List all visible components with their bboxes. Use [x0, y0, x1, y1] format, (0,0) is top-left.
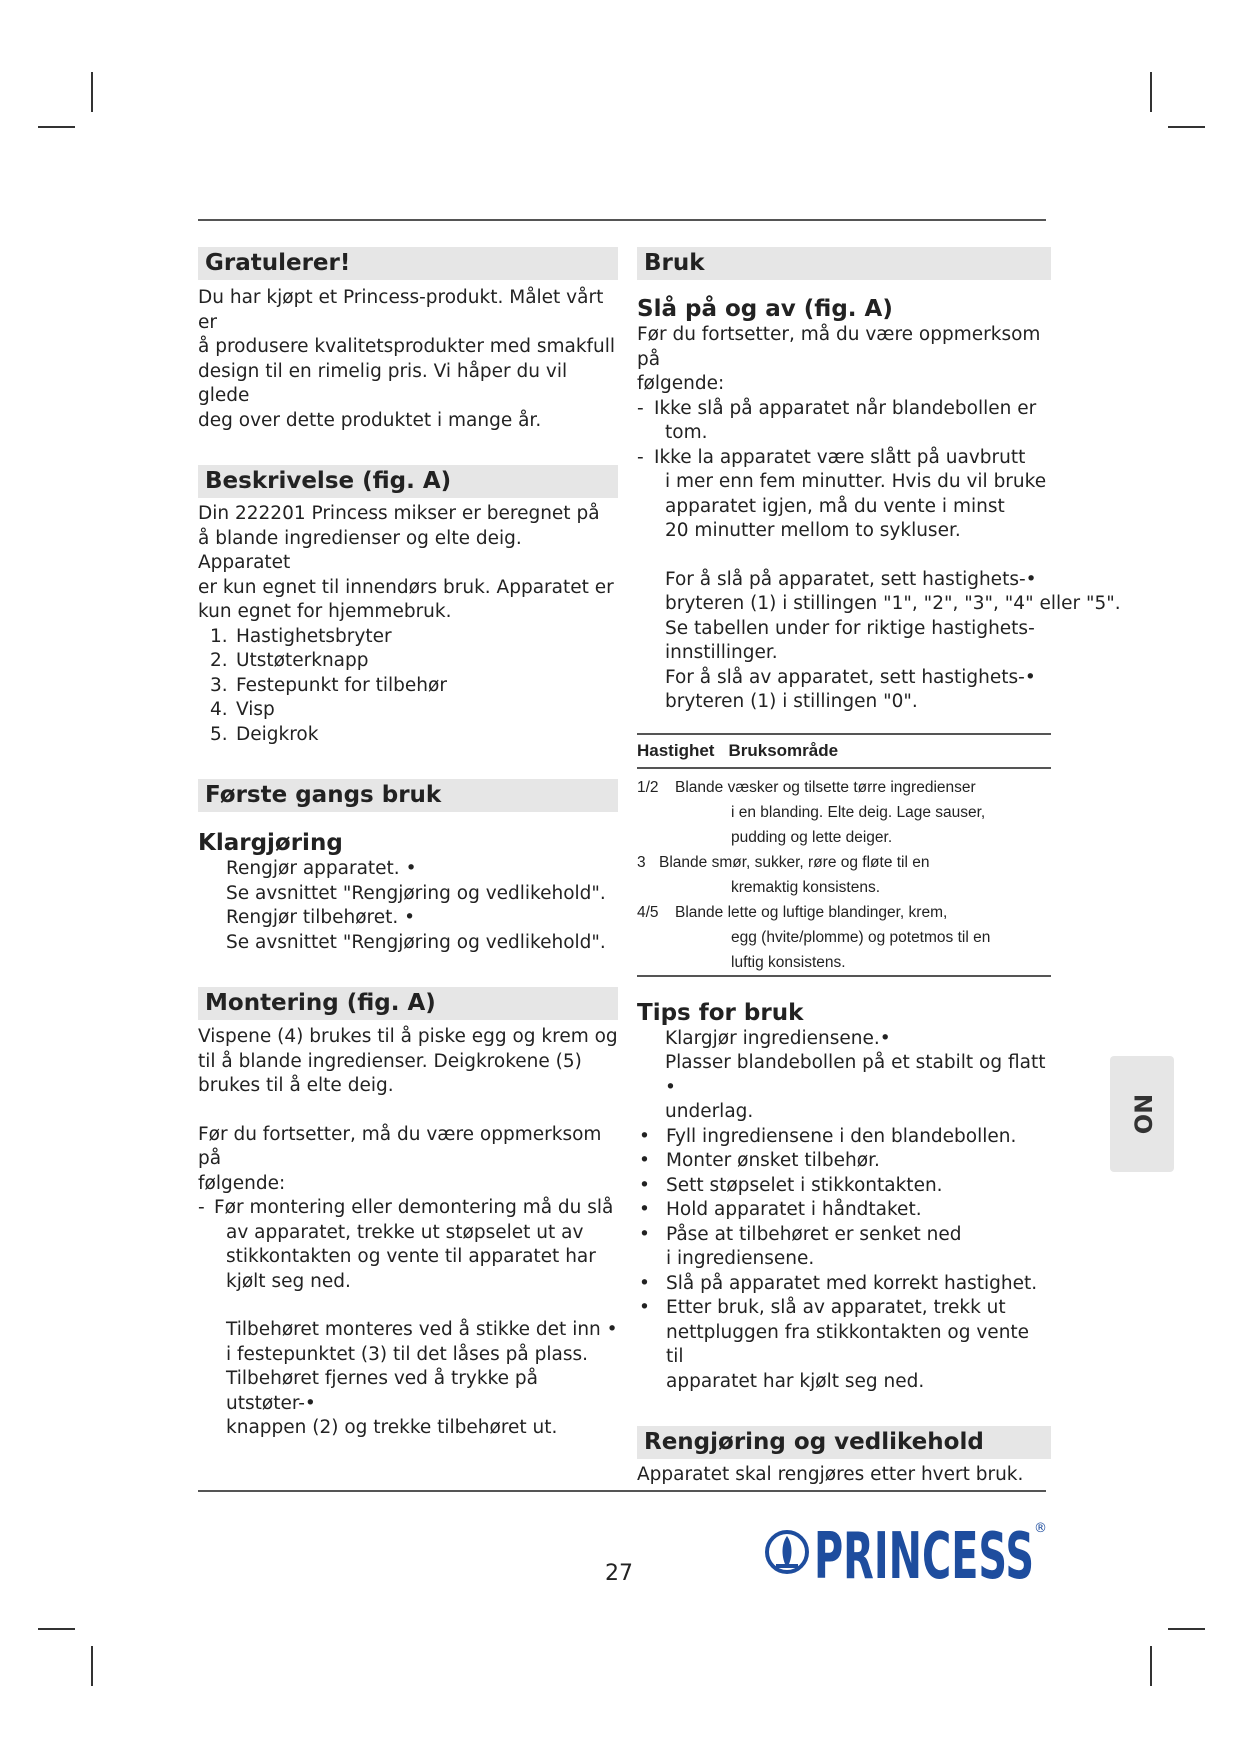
crop-mark	[1150, 72, 1152, 112]
text-line: Før du fortsetter, må du være oppmerksom på	[637, 324, 1041, 370]
text-line: innstillinger.	[665, 642, 778, 663]
bullet-marker: •	[639, 1150, 650, 1171]
list-item: • Fyll ingrediensene i den blandebollen.	[637, 1125, 1051, 1150]
list-item: 5. Deigkrok	[210, 723, 319, 745]
text-line: følgende:	[198, 1172, 286, 1194]
princess-logo-graphic	[764, 1514, 1046, 1590]
montering-text	[198, 1025, 618, 1441]
subheading-tips-for-bruk: Tips for bruk	[637, 999, 804, 1026]
list-item: 2. Utstøterknapp	[210, 650, 369, 671]
bruk-instructions	[637, 568, 1121, 715]
registered-mark: ®	[1034, 1521, 1046, 1536]
text-line: apparatet igjen, må du vente i minst	[665, 495, 1005, 517]
column-header-hastighet: Hastighet	[637, 740, 715, 760]
bullet-marker: •	[639, 1297, 650, 1318]
crop-mark	[1168, 1628, 1205, 1630]
text-line: Ikke slå på apparatet når blandebollen er	[654, 397, 1037, 419]
tips-text	[637, 1027, 1051, 1125]
dash-marker: -	[637, 397, 644, 419]
klargjoring-text	[198, 857, 618, 955]
table-row: 4/5 Blande lette og luftige blandinger, krem, egg (hvite/plomme) og potetmos til en luftig konsistens.	[637, 903, 991, 971]
language-tab	[1110, 1056, 1174, 1172]
logo-text: PRINCESS	[814, 1520, 1034, 1590]
list-item	[637, 397, 1051, 446]
princess-logo	[764, 1514, 1046, 1594]
list-item	[637, 446, 1051, 544]
text-line: Før montering eller demontering må du slå	[214, 1197, 614, 1218]
crop-mark	[38, 1628, 75, 1630]
list-item: 4. Visp	[210, 699, 275, 720]
language-tab-label: NO	[1128, 1093, 1156, 1135]
page-number: 27	[605, 1561, 633, 1586]
text-line: Før du fortsetter, må du være oppmerksom på	[198, 1123, 602, 1169]
text-line: Rengjør apparatet. •	[226, 858, 417, 879]
text-line: bryteren (1) i stillingen "1", "2", "3", "4" eller "5".	[665, 593, 1121, 614]
text-line: Tilbehøret monteres ved å stikke det inn •	[226, 1319, 618, 1340]
crop-mark	[91, 1646, 93, 1686]
text-line: Vispene (4) brukes til å piske egg og krem og	[198, 1026, 618, 1047]
crop-mark	[91, 72, 93, 112]
column-header-bruksomrade: Bruksområde	[728, 740, 839, 760]
section-heading-montering: Montering (fig. A)	[198, 987, 618, 1020]
text-line: brukes til å elte deig.	[198, 1075, 394, 1096]
montering-steps	[198, 1318, 618, 1441]
text-line: i mer enn fem minutter. Hvis du vil bruke	[665, 471, 1047, 492]
text-line: følgende:	[637, 373, 725, 394]
text-line: deg over dette produktet i mange år.	[198, 409, 542, 431]
text-line: For å slå av apparatet, sett hastighets-•	[665, 666, 1036, 688]
speed-table	[637, 733, 1051, 977]
list-item: • Hold apparatet i håndtaket.	[637, 1198, 1051, 1223]
list-item: • Monter ønsket tilbehør.	[637, 1149, 1051, 1174]
text-line: For å slå på apparatet, sett hastighets-•	[665, 568, 1037, 590]
dash-marker: -	[198, 1197, 205, 1218]
text-line: Ikke la apparatet være slått på uavbrutt	[654, 446, 1026, 468]
gratulerer-text	[198, 286, 618, 433]
section-heading-forste-gangs-bruk: Første gangs bruk	[198, 779, 618, 812]
bullet-marker: •	[639, 1125, 650, 1147]
text-line: av apparatet, trekke ut støpselet ut av	[226, 1221, 584, 1243]
list-item: • Etter bruk, slå av apparatet, trekk ut nettpluggen fra stikkontakten og vente til apparatet har kjølt seg ned.	[639, 1297, 1030, 1392]
section-heading-beskrivelse: Beskrivelse (fig. A)	[198, 465, 618, 498]
section-heading-bruk: Bruk	[637, 247, 1051, 280]
list-item: 3. Festepunkt for tilbehør	[210, 674, 447, 696]
text-line: tom.	[665, 422, 708, 443]
bottom-rule	[198, 1490, 1046, 1492]
text-line: Rengjør tilbehøret. •	[226, 907, 416, 928]
text-line: er kun egnet til innendørs bruk. Apparatet er	[198, 576, 614, 598]
table-row: 1/2 Blande væsker og tilsette tørre ingredienser i en blanding. Elte deig. Lage sauser, pudding og lette deiger.	[637, 778, 986, 846]
bullet-marker: •	[639, 1223, 650, 1245]
crop-mark	[1150, 1646, 1152, 1686]
bullet-marker: •	[639, 1199, 650, 1220]
text-line: å produsere kvalitetsprodukter med smakfull	[198, 336, 616, 357]
text-line: Plasser blandebollen på et stabilt og flatt •	[665, 1052, 1046, 1098]
table-header	[637, 735, 1051, 769]
text-line: Se avsnittet "Rengjøring og vedlikehold".	[226, 882, 606, 904]
text-line: kun egnet for hjemmebruk.	[198, 601, 452, 622]
text-line: til å blande ingredienser. Deigkrokene (5)	[198, 1050, 582, 1072]
text-line: knappen (2) og trekke tilbehøret ut.	[226, 1417, 558, 1438]
tips-list	[637, 1125, 1051, 1395]
left-column	[198, 247, 618, 1441]
table-row: 3 Blande smør, sukker, røre og fløte til en kremaktig konsistens.	[637, 853, 930, 896]
text-line: Tilbehøret fjernes ved å trykke på utstøter-•	[226, 1368, 538, 1414]
crop-mark	[1168, 126, 1205, 128]
text-line: Din 222201 Princess mikser er beregnet på	[198, 503, 600, 524]
list-item: • Påse at tilbehøret er senket ned i ingrediensene.	[639, 1223, 962, 1269]
text-line: design til en rimelig pris. Vi håper du vil glede	[198, 360, 568, 406]
section-heading-rengjoring: Rengjøring og vedlikehold	[637, 1426, 1051, 1459]
beskrivelse-text	[198, 502, 618, 747]
text-line: Klargjør ingrediensene.•	[665, 1027, 891, 1049]
bullet-marker: •	[639, 1174, 650, 1196]
subheading-sla-pa-og-av: Slå på og av (fig. A)	[637, 296, 893, 322]
top-rule	[198, 219, 1046, 221]
text-line: Se avsnittet "Rengjøring og vedlikehold".	[226, 931, 606, 953]
text-line: Du har kjøpt et Princess-produkt. Målet vårt er	[198, 287, 604, 333]
subheading-klargjoring: Klargjøring	[198, 830, 343, 856]
text-line: Se tabellen under for riktige hastighets-	[665, 617, 1035, 639]
text-line: underlag.	[665, 1101, 754, 1122]
right-column	[637, 247, 1121, 1488]
text-line: Apparatet skal rengjøres etter hvert bruk.	[637, 1464, 1024, 1485]
list-item: • Sett støpselet i stikkontakten.	[637, 1174, 1051, 1199]
text-line: 20 minutter mellom to sykluser.	[665, 520, 961, 541]
dash-marker: -	[637, 446, 644, 468]
list-item: 1. Hastighetsbryter	[210, 625, 392, 647]
text-line: å blande ingredienser og elte deig. Apparatet	[198, 527, 522, 573]
text-line: bryteren (1) i stillingen "0".	[665, 691, 918, 712]
crop-mark	[38, 126, 75, 128]
list-item: • Slå på apparatet med korrekt hastighet.	[637, 1272, 1051, 1297]
parts-list	[198, 625, 618, 748]
table-body	[637, 769, 1051, 975]
text-line: stikkontakten og vente til apparatet har	[226, 1246, 596, 1267]
text-line: i festepunktet (3) til det låses på plass.	[226, 1343, 588, 1365]
list-item	[198, 1196, 618, 1294]
section-heading-gratulerer: Gratulerer!	[198, 247, 618, 280]
text-line: kjølt seg ned.	[226, 1270, 351, 1292]
bullet-marker: •	[639, 1272, 650, 1294]
